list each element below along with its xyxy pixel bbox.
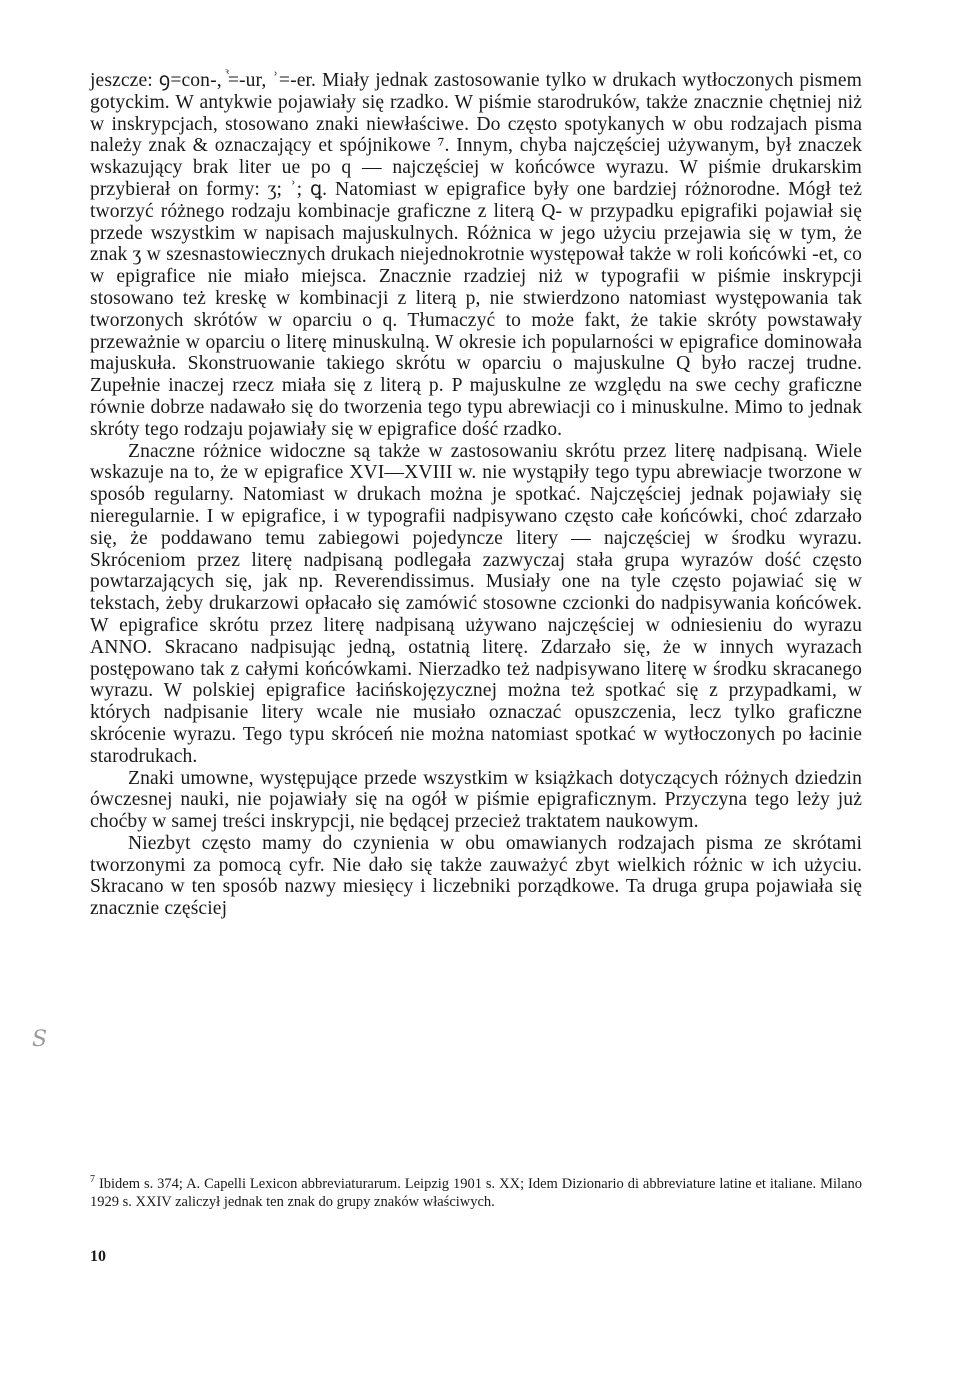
footnote xyxy=(90,1176,862,1211)
paragraph: Znaczne różnice widoczne są także w zastosowaniu skrótu przez literę nadpisaną. Wiele wskazuje na to, że w epigrafice XVI—XVIII w. nie wystąpiły tego typu abrewiacje tworzone w sposób regularny. Natomiast w drukach można je spotkać. Najczęściej jednak pojawiały się nieregularnie. I w epigrafice, i w typografii nadpisywano często całe końcówki, choć zdarzało się, że poddawano temu zabiegowi pojedyncze litery — najczęściej w środku wyrazu. Skróceniom przez literę nadpisaną podlegała zazwyczaj stała grupa wyrazów dość często powtarzających się, jak np. Reverendissimus. Musiały one na tyle często pojawiać się w tekstach, żeby drukarzowi opłacało się zamówić stosowne czcionki do nadpisywania końcówek. W epigrafice skrótu przez literę nadpisaną używano najczęściej w odniesieniu do wyrazu ANNO. Skracano nadpisując jedną, ostatnią literę. Zdarzało się, że w innych wyrazach postępowano tak z całymi końcówkami. Nierzadko też nadpisywano literę w środku skracanego wyrazu. W polskiej epigrafice łacińskojęzycznej można też spotkać się z przypadkami, w których nadpisanie litery wcale nie musiało oznaczać opuszczenia, lecz tylko graficzne skrócenie wyrazu. Tego typu skróceń nie można natomiast spotkać w wytłoczonych po łacinie starodrukach. xyxy=(90,440,862,767)
footnote-marker: 7 xyxy=(90,1174,95,1186)
paragraph: Znaki umowne, występujące przede wszystkim w książkach dotyczących różnych dziedzin ówczesnej nauki, nie pojawiały się na ogół w piśmie epigraficznym. Przyczyna tego leży już choćby w samej treści inskrypcji, nie będącej przecież traktatem naukowym. xyxy=(90,767,862,833)
paragraph: jeszcze: ꝯ=con-, ᷣ=-ur, ʾ=-er. Miały jednak zastosowanie tylko w drukach wytłoczonych pismem gotyckim. W antykwie pojawiały się rzadko. W piśmie starodruków, także znacznie chętniej niż w inskrypcjach, stosowano znaki niewłaściwe. Do często spotykanych w obu rodzajach pisma należy znak & oznaczający et spójnikowe ⁷. Innym, chyba najczęściej używanym, był znaczek wskazujący brak liter ue po q — najczęściej w końcówce wyrazu. W piśmie drukarskim przybierał on formy: ʒ; ʾ; ꝗ. Natomiast w epigrafice były one bardziej różnorodne. Mógł też tworzyć różnego rodzaju kombinacje graficzne z literą Q- w przypadku epigrafiki pojawiał się przede wszystkim w napisach majuskulnych. Różnica w jego użyciu przejawia się w tym, że znak ʒ w szesnastowiecznych drukach niejednokrotnie występował także w roli końcówki -et, co w epigrafice nie miało miejsca. Znacznie rzadziej niż w typografii w piśmie inskrypcji stosowano też kreskę w kombinacji z literą p, nie stwierdzono natomiast występowania tak tworzonych skrótów w oparciu o q. Tłumaczyć to może fakt, że takie skróty powstawały przeważnie w oparciu o literę minuskulną. W okresie ich popularności w epigrafice dominowała majuskuła. Skonstruowanie takiego skrótu w oparciu o majuskulne Q było raczej trudne. Zupełnie inaczej rzecz miała się z literą p. P majuskulne ze względu na swe cechy graficzne równie dobrze nadawało się do tworzenia tego typu abrewiacji co i minuskulne. Mimo to jednak skróty tego rodzaju pojawiały się w epigrafice dość rzadko. xyxy=(90,70,862,440)
margin-pencil-mark: S xyxy=(32,1027,48,1052)
page-number: 10 xyxy=(90,1248,106,1265)
main-text xyxy=(90,70,862,920)
paragraph: Niezbyt często mamy do czynienia w obu omawianych rodzajach pisma ze skrótami tworzonymi za pomocą cyfr. Nie dało się także zauważyć zbyt wielkich różnic w ich użyciu. Skracano w ten sposób nazwy miesięcy i liczebniki porządkowe. Ta druga grupa pojawiała się znacznie częściej xyxy=(90,832,862,920)
footnote-text: Ibidem s. 374; A. Capelli Lexicon abbreviaturarum. Leipzig 1901 s. XX; Idem Dizionario di abbreviature latine et italiane. Milano 1929 s. XXIV zaliczył jednak ten znak do grupy znaków właściwych. xyxy=(90,1176,862,1210)
